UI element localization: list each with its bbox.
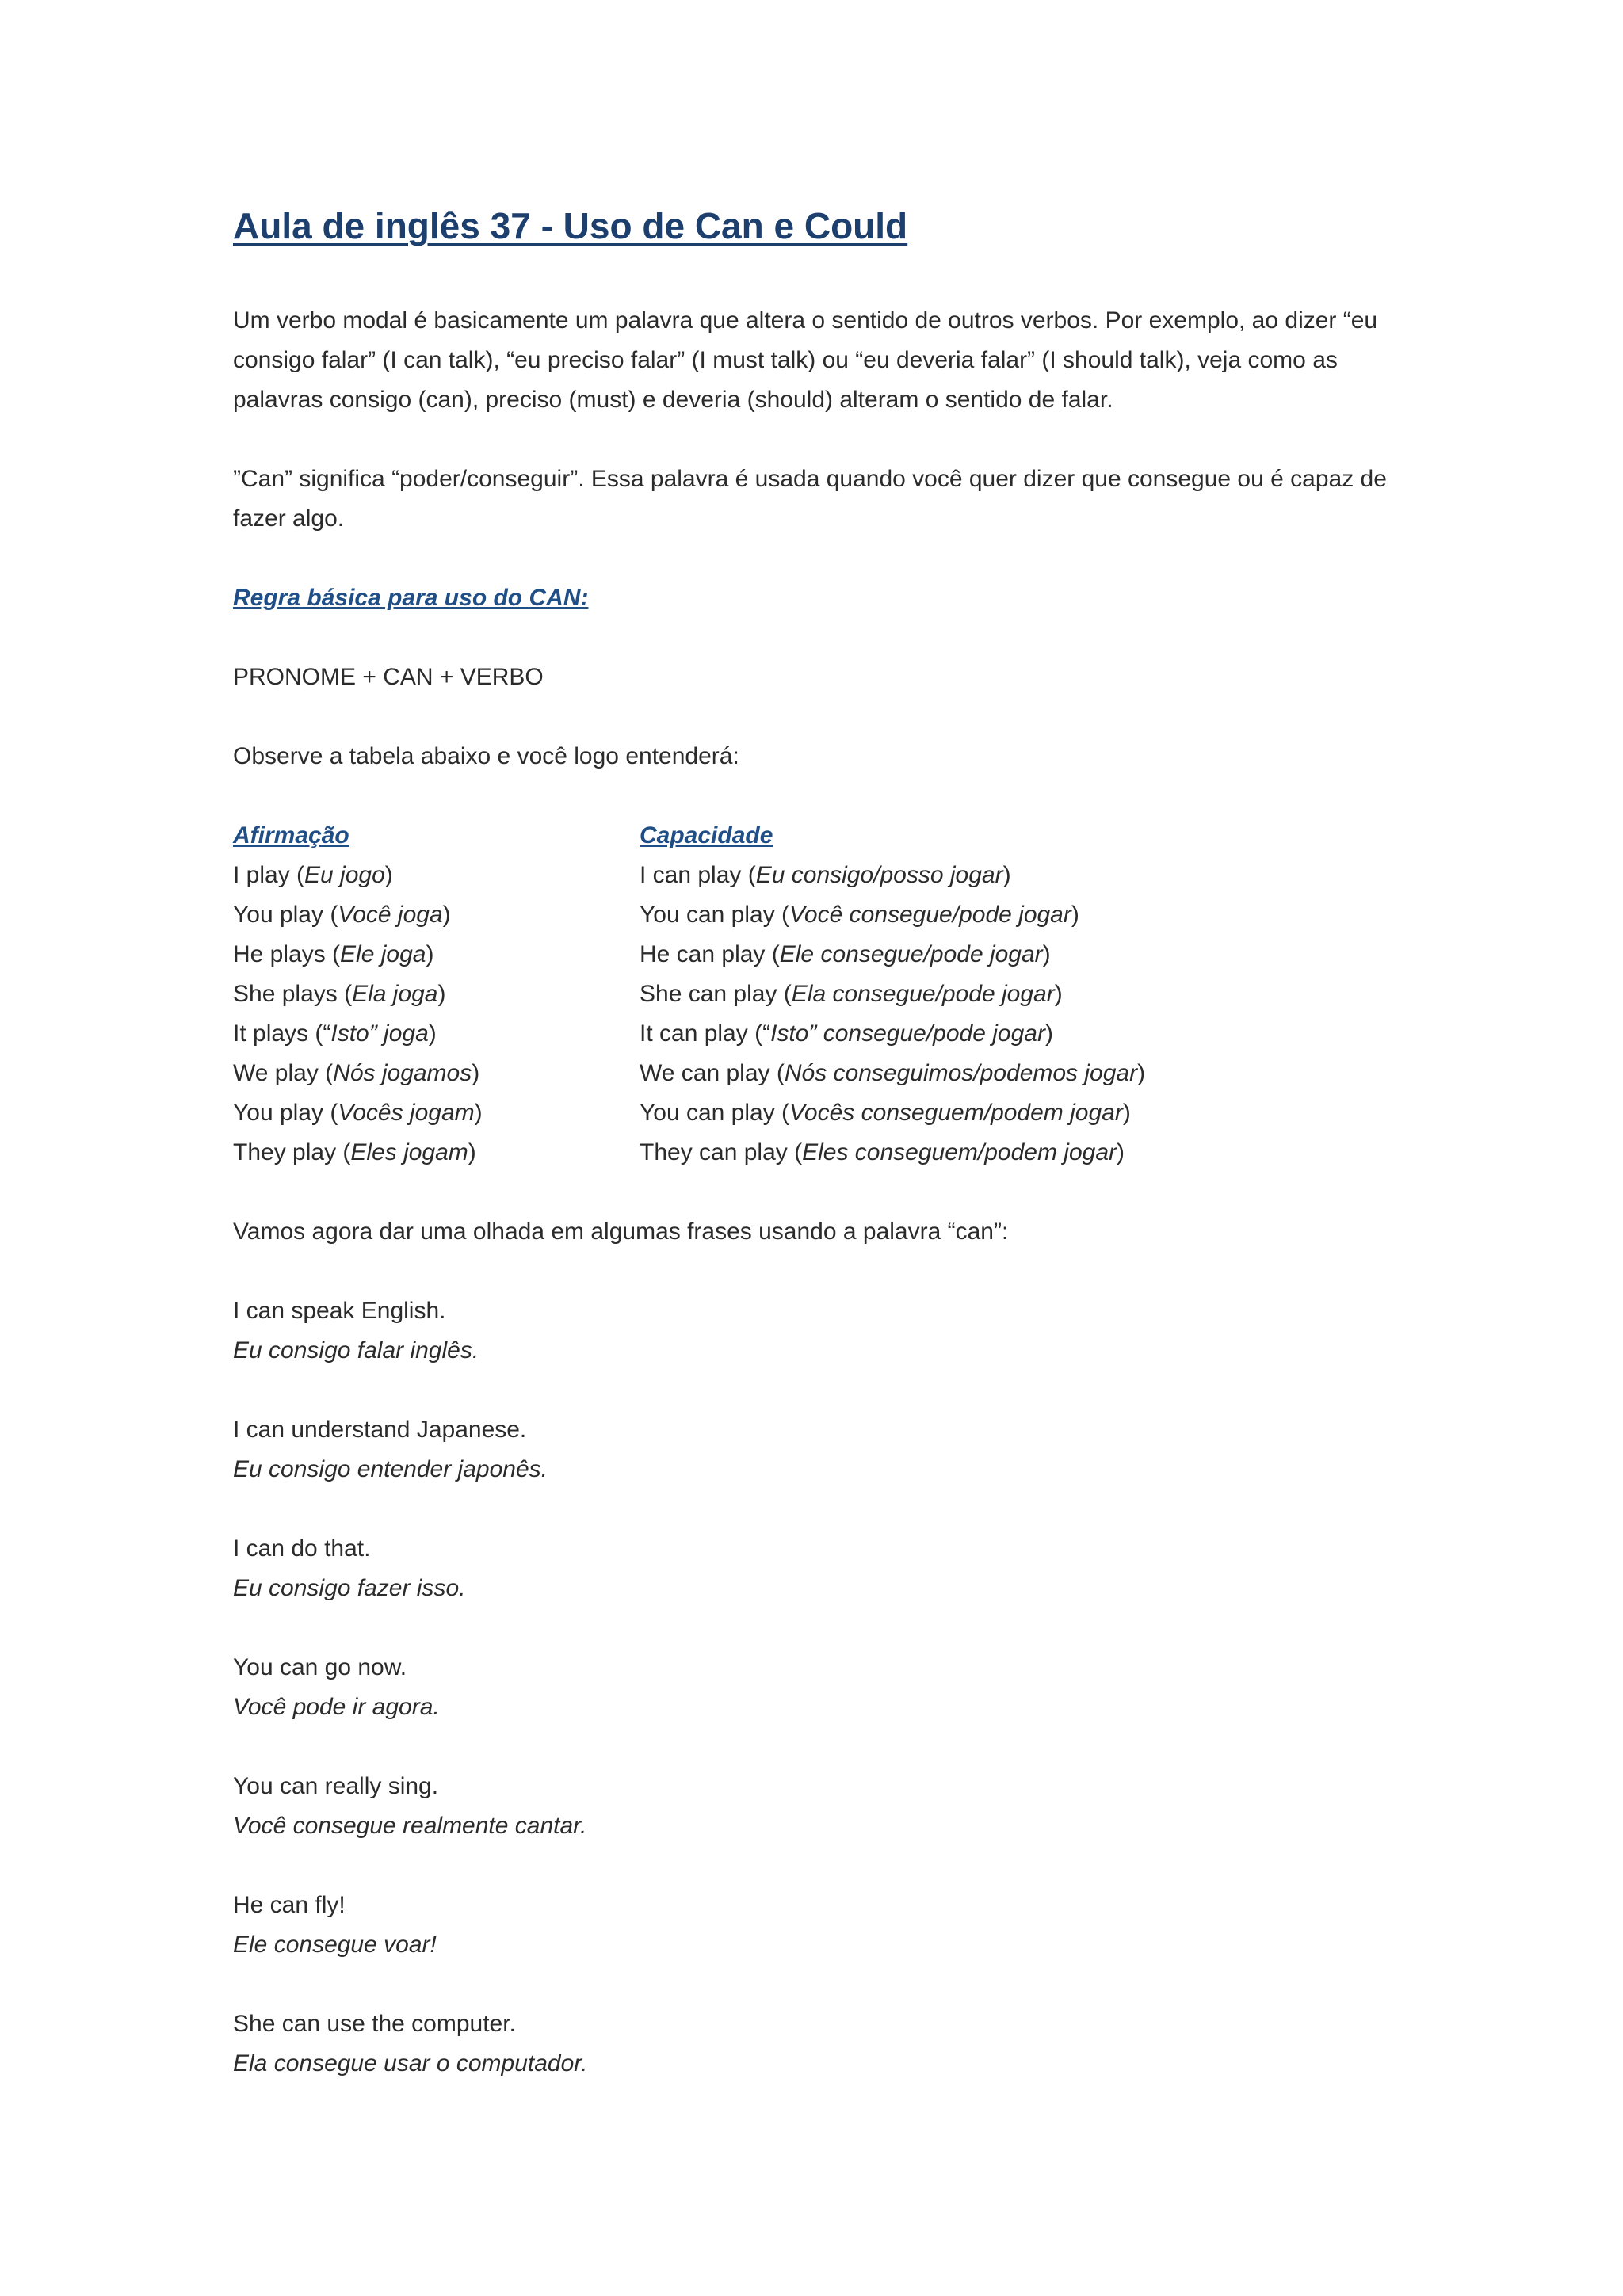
affirmation-close: ) — [426, 941, 434, 967]
capacity-close: ) — [1044, 1020, 1053, 1047]
affirmation-en: It plays (“ — [233, 1020, 331, 1047]
table-row-capacity — [640, 1014, 1353, 1054]
table-column-capacity — [640, 816, 1353, 1173]
affirmation-close: ) — [468, 1139, 476, 1165]
example-portuguese: Ele consegue voar! — [233, 1932, 437, 1958]
examples-list — [233, 1291, 1398, 2084]
example-pair — [233, 1291, 1398, 1371]
table-row-capacity — [640, 935, 1353, 974]
affirmation-pt: Nós jogamos — [333, 1060, 472, 1086]
example-portuguese: Você pode ir agora. — [233, 1694, 440, 1720]
capacity-pt: Vocês conseguem/podem jogar — [789, 1100, 1123, 1126]
affirmation-pt: Ela joga — [352, 981, 438, 1007]
example-english: I can speak English. — [233, 1298, 446, 1324]
examples-intro: Vamos agora dar uma olhada em algumas frases usando a palavra “can”: — [233, 1219, 1009, 1245]
example-english: He can fly! — [233, 1892, 346, 1918]
affirmation-en: They play ( — [233, 1139, 351, 1165]
capacity-en: We can play ( — [640, 1060, 785, 1086]
example-english: I can understand Japanese. — [233, 1417, 527, 1443]
example-pair — [233, 1410, 1398, 1489]
table-header-affirmation: Afirmação — [233, 822, 349, 849]
example-portuguese: Eu consigo entender japonês. — [233, 1456, 548, 1482]
table-row-affirmation — [233, 1093, 640, 1133]
capacity-en: He can play ( — [640, 941, 780, 967]
affirmation-en: I play ( — [233, 862, 305, 888]
capacity-en: I can play ( — [640, 862, 756, 888]
affirmation-close: ) — [472, 1060, 480, 1086]
capacity-close: ) — [1002, 862, 1011, 888]
intro-paragraph-2: ”Can” significa “poder/conseguir”. Essa palavra é usada quando você quer dizer que consegue ou é capaz de fazer algo. — [233, 466, 1387, 532]
table-row-capacity — [640, 1133, 1353, 1173]
capacity-en: You can play ( — [640, 902, 790, 928]
affirmation-close: ) — [442, 902, 451, 928]
affirmation-en: You play ( — [233, 1100, 338, 1126]
example-pair — [233, 1886, 1398, 1965]
intro-paragraph-1: Um verbo modal é basicamente um palavra que altera o sentido de outros verbos. Por exemplo, ao dizer “eu consigo falar” (I can talk), “eu preciso falar” (I must talk) ou “eu deveria falar” (I should talk), veja como as palavras consigo (can), preciso (must) e deveria (should) alteram o sentido de falar. — [233, 307, 1378, 413]
table-column-affirmation — [233, 816, 640, 1173]
capacity-pt: Nós conseguimos/podemos jogar — [784, 1060, 1138, 1086]
capacity-pt: Você consegue/pode jogar — [789, 902, 1071, 928]
example-english: She can use the computer. — [233, 2011, 516, 2037]
table-row-affirmation — [233, 1054, 640, 1093]
capacity-close: ) — [1071, 902, 1079, 928]
table-header-capacity: Capacidade — [640, 822, 773, 849]
table-row-affirmation — [233, 1014, 640, 1054]
example-english: I can do that. — [233, 1535, 371, 1562]
capacity-pt: Isto” consegue/pode jogar — [770, 1020, 1045, 1047]
capacity-pt: Ela consegue/pode jogar — [791, 981, 1055, 1007]
capacity-en: It can play (“ — [640, 1020, 771, 1047]
document-content — [233, 198, 1398, 2123]
capacity-pt: Eu consigo/posso jogar — [755, 862, 1003, 888]
affirmation-pt: Vocês jogam — [338, 1100, 475, 1126]
table-row-affirmation — [233, 856, 640, 895]
conjugation-table — [233, 816, 1398, 1173]
capacity-en: She can play ( — [640, 981, 792, 1007]
example-pair — [233, 1648, 1398, 1727]
table-row-capacity — [640, 1054, 1353, 1093]
rule-formula: PRONOME + CAN + VERBO — [233, 664, 544, 690]
example-english: You can go now. — [233, 1654, 407, 1680]
capacity-close: ) — [1122, 1100, 1131, 1126]
affirmation-close: ) — [437, 981, 446, 1007]
affirmation-pt: Eu jogo — [304, 862, 385, 888]
affirmation-pt: Isto” joga — [330, 1020, 429, 1047]
capacity-pt: Eles conseguem/podem jogar — [802, 1139, 1117, 1165]
page-title: Aula de inglês 37 - Uso de Can e Could — [233, 205, 908, 246]
affirmation-pt: Ele joga — [340, 941, 426, 967]
affirmation-pt: Você joga — [338, 902, 443, 928]
example-portuguese: Eu consigo fazer isso. — [233, 1575, 466, 1601]
example-portuguese: Você consegue realmente cantar. — [233, 1813, 587, 1839]
table-row-affirmation — [233, 974, 640, 1014]
capacity-pt: Ele consegue/pode jogar — [779, 941, 1043, 967]
capacity-en: You can play ( — [640, 1100, 790, 1126]
affirmation-en: She plays ( — [233, 981, 353, 1007]
table-row-capacity — [640, 1093, 1353, 1133]
affirmation-close: ) — [384, 862, 393, 888]
table-intro: Observe a tabela abaixo e você logo entenderá: — [233, 743, 739, 769]
affirmation-close: ) — [474, 1100, 483, 1126]
rule-heading: Regra básica para uso do CAN: — [233, 585, 589, 611]
affirmation-en: He plays ( — [233, 941, 341, 967]
example-english: You can really sing. — [233, 1773, 439, 1799]
example-pair — [233, 1767, 1398, 1846]
affirmation-en: We play ( — [233, 1060, 334, 1086]
table-row-capacity — [640, 856, 1353, 895]
capacity-close: ) — [1117, 1139, 1125, 1165]
example-portuguese: Ela consegue usar o computador. — [233, 2050, 588, 2077]
affirmation-pt: Eles jogam — [350, 1139, 468, 1165]
table-row-capacity — [640, 895, 1353, 935]
capacity-close: ) — [1054, 981, 1063, 1007]
example-pair — [233, 2004, 1398, 2084]
example-portuguese: Eu consigo falar inglês. — [233, 1337, 479, 1363]
table-row-affirmation — [233, 895, 640, 935]
capacity-close: ) — [1137, 1060, 1146, 1086]
capacity-en: They can play ( — [640, 1139, 803, 1165]
table-row-capacity — [640, 974, 1353, 1014]
capacity-close: ) — [1042, 941, 1051, 967]
affirmation-close: ) — [428, 1020, 437, 1047]
table-row-affirmation — [233, 935, 640, 974]
example-pair — [233, 1529, 1398, 1608]
affirmation-en: You play ( — [233, 902, 338, 928]
table-row-affirmation — [233, 1133, 640, 1173]
